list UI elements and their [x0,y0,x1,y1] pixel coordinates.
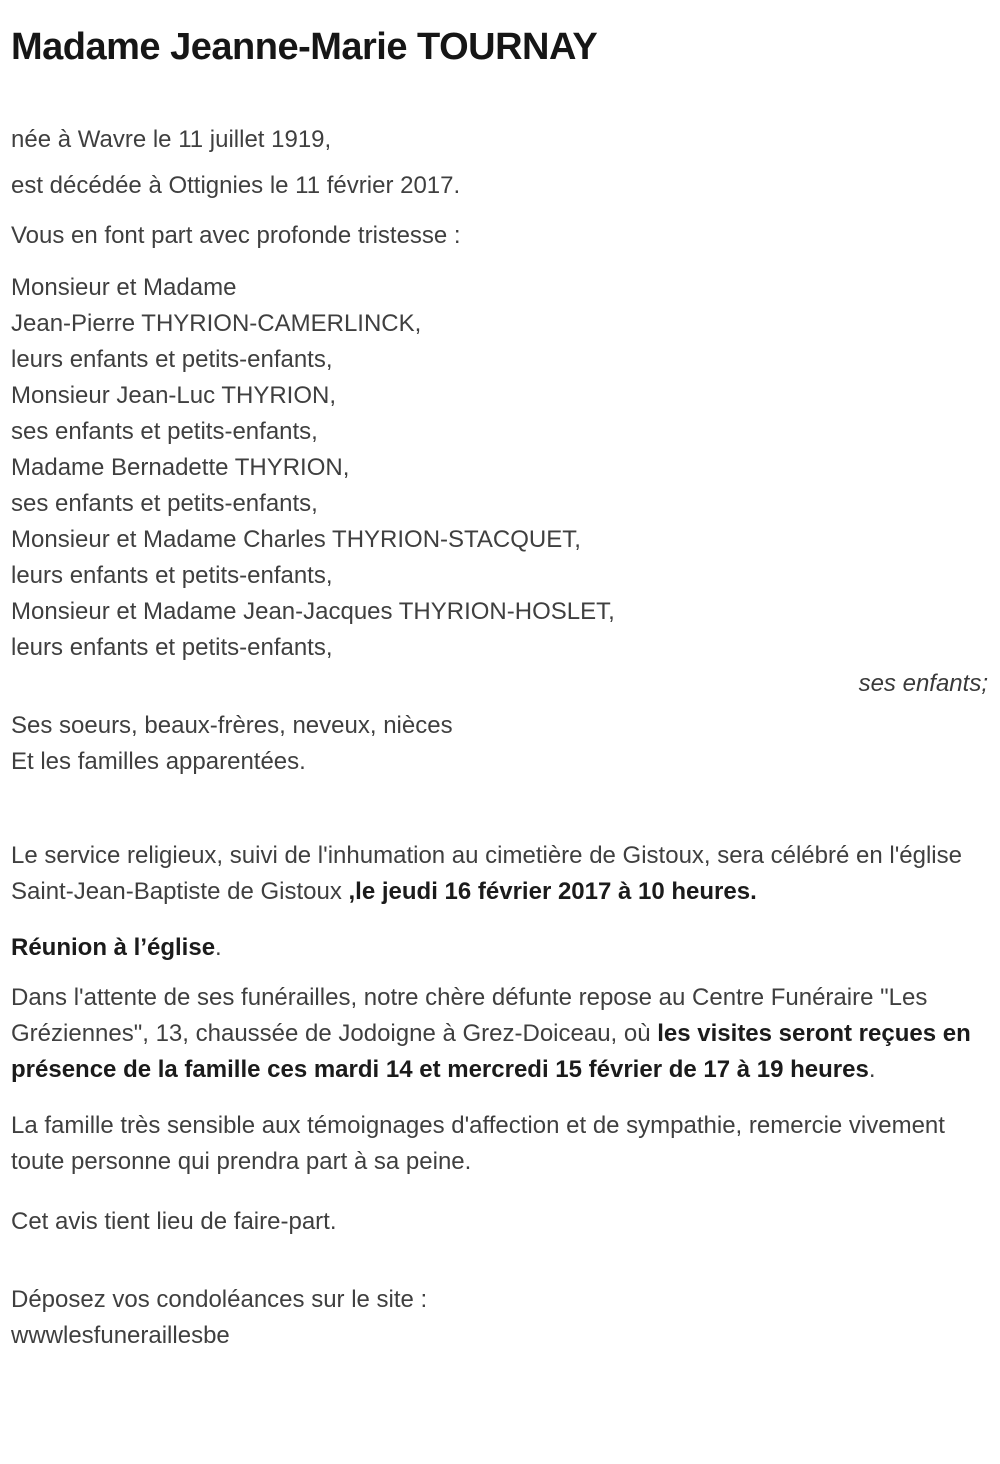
repose-paragraph [11,980,990,1088]
reunion-bold: Réunion à l’église [11,933,216,961]
family-line: leurs enfants et petits-enfants, [11,561,333,589]
family-line: Monsieur et Madame Charles THYRION-STACQUET, [11,525,581,553]
family-line: Monsieur Jean-Luc THYRION, [11,381,337,409]
page-title: Madame Jeanne-Marie TOURNAY [11,26,598,68]
relatives-line: Ses soeurs, beaux-frères, neveux, nièces [11,711,453,739]
condolences-site-link[interactable]: wwwlesfuneraillesbe [11,1321,230,1349]
sympathy-paragraph: La famille très sensible aux témoignages d'affection et de sympathie, remercie vivement toute personne qui prendra part à sa peine. [11,1111,945,1175]
related-families-line: Et les familles apparentées. [11,747,306,775]
family-line: ses enfants et petits-enfants, [11,489,318,517]
service-date-bold: ,le jeudi 16 février 2017 à 10 heures. [348,877,757,905]
condolences-label: Déposez vos condoléances sur le site : [11,1285,428,1313]
family-line: ses enfants et petits-enfants, [11,417,318,445]
announcement-line: Vous en font part avec profonde tristesse : [11,221,461,249]
children-note: ses enfants; [858,669,988,697]
reunion-period: . [215,933,222,961]
family-line: Monsieur et Madame [11,273,237,301]
family-line: Madame Bernadette THYRION, [11,453,350,481]
family-line: Jean-Pierre THYRION-CAMERLINCK, [11,309,422,337]
death-line: est décédée à Ottignies le 11 février 2017. [11,171,461,199]
birth-line: née à Wavre le 11 juillet 1919, [11,125,332,153]
repose-text: Dans l'attente de ses funérailles, notre chère défunte repose au Centre Funéraire "Les Gréziennes", 13, chaussée de Jodoigne à Grez-Doiceau, où [11,983,928,1047]
service-text: Le service religieux, suivi de l'inhumation au cimetière de Gistoux, sera célébré en l'église Saint-Jean-Baptiste de Gistoux [11,841,962,905]
family-line: Monsieur et Madame Jean-Jacques THYRION-HOSLET, [11,597,615,625]
family-line: leurs enfants et petits-enfants, [11,633,333,661]
reunion-paragraph [11,930,990,966]
family-list [11,270,990,666]
family-line: leurs enfants et petits-enfants, [11,345,333,373]
service-paragraph [11,838,990,910]
faire-part-line: Cet avis tient lieu de faire-part. [11,1207,337,1235]
repose-period: . [868,1055,876,1083]
visits-bold: les visites seront reçues en présence de la famille ces mardi 14 et mercredi 15 février de 17 à 19 heures [11,1019,971,1083]
